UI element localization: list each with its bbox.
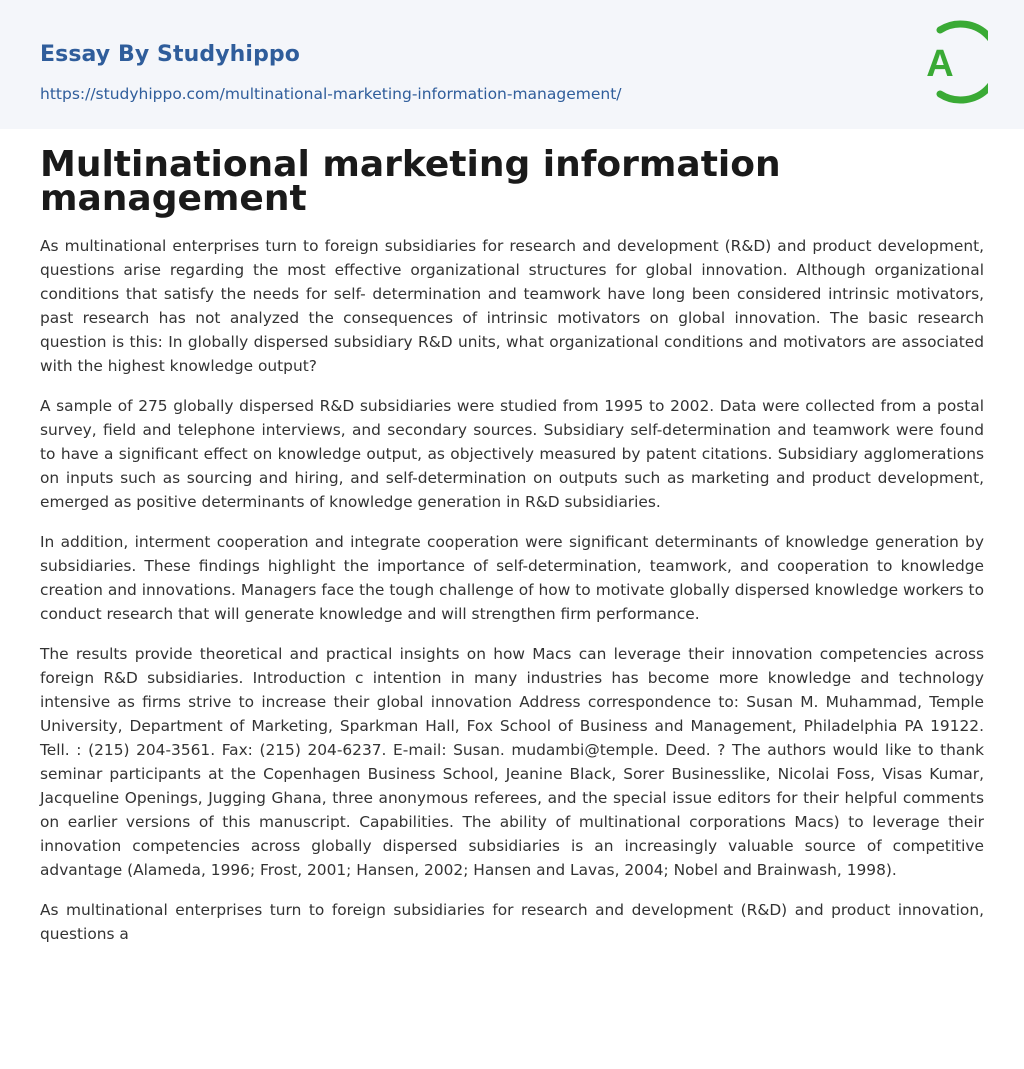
article-paragraph: A sample of 275 globally dispersed R&D subsidiaries were studied from 1995 to 2002. Data were collected from a postal survey, field and telephone interviews, and secondary sources. Subsidiary self-determination and teamwork were found to have a significant effect on knowledge output, as objectively measured by patent citations. Subsidiary agglomerations on inputs such as sourcing and hiring, and self-determination on outputs such as marketing and product development, emerged as positive determinants of knowledge generation in R&D subsidiaries. <box>40 397 984 511</box>
site-header <box>0 0 1024 129</box>
studyhippo-logo-icon[interactable] <box>912 18 988 106</box>
article-title: Multinational marketing information management <box>40 144 781 219</box>
site-brand[interactable]: Essay By Studyhippo <box>40 42 300 67</box>
article-paragraph: As multinational enterprises turn to foreign subsidiaries for research and development (R&D) and product development, questions arise regarding the most effective organizational structures for global innovation. Although organizational conditions that satisfy the needs for self- determination and teamwork have long been considered intrinsic motivators, past research has not analyzed the consequences of intrinsic motivators on global innovation. The basic research question is this: In globally dispersed subsidiary R&D units, what organizational conditions and motivators are associated with the highest knowledge output? <box>40 237 984 375</box>
logo-letter: A <box>926 43 954 85</box>
essay-url-link[interactable]: https://studyhippo.com/multinational-marketing-information-management/ <box>40 85 622 103</box>
article-paragraph: The results provide theoretical and practical insights on how Macs can leverage their innovation competencies across foreign R&D subsidiaries. Introduction c intention in many industries has become more knowledge and technology intensive as firms strive to increase their global innovation Address correspondence to: Susan M. Muhammad, Temple University, Department of Marketing, Sparkman Hall, Fox School of Business and Management, Philadelphia PA 19122. Tell. : (215) 204-3561. Fax: (215) 204-6237. E-mail: Susan. mudambi@temple. Deed. ? The authors would like to thank seminar participants at the Copenhagen Business School, Jeanine Black, Sorer Businesslike, Nicolai Foss, Visas Kumar, Jacqueline Openings, Jugging Ghana, three anonymous referees, and the special issue editors for their helpful comments on earlier versions of this manuscript. Capabilities. The ability of multinational corporations Macs) to leverage their innovation competencies across globally dispersed subsidiaries is an increasingly valuable source of competitive advantage (Alameda, 1996; Frost, 2001; Hansen, 2002; Hansen and Lavas, 2004; Nobel and Brainwash, 1998). <box>40 645 984 879</box>
article-paragraph: In addition, interment cooperation and integrate cooperation were significant determinants of knowledge generation by subsidiaries. These findings highlight the importance of self-determination, teamwork, and cooperation to knowledge creation and innovations. Managers face the tough challenge of how to motivate globally dispersed knowledge workers to conduct research that will generate knowledge and will strengthen firm performance. <box>40 533 984 623</box>
article-paragraph: As multinational enterprises turn to foreign subsidiaries for research and development (R&D) and product innovation, questions a <box>40 901 984 943</box>
article-content <box>40 144 984 962</box>
